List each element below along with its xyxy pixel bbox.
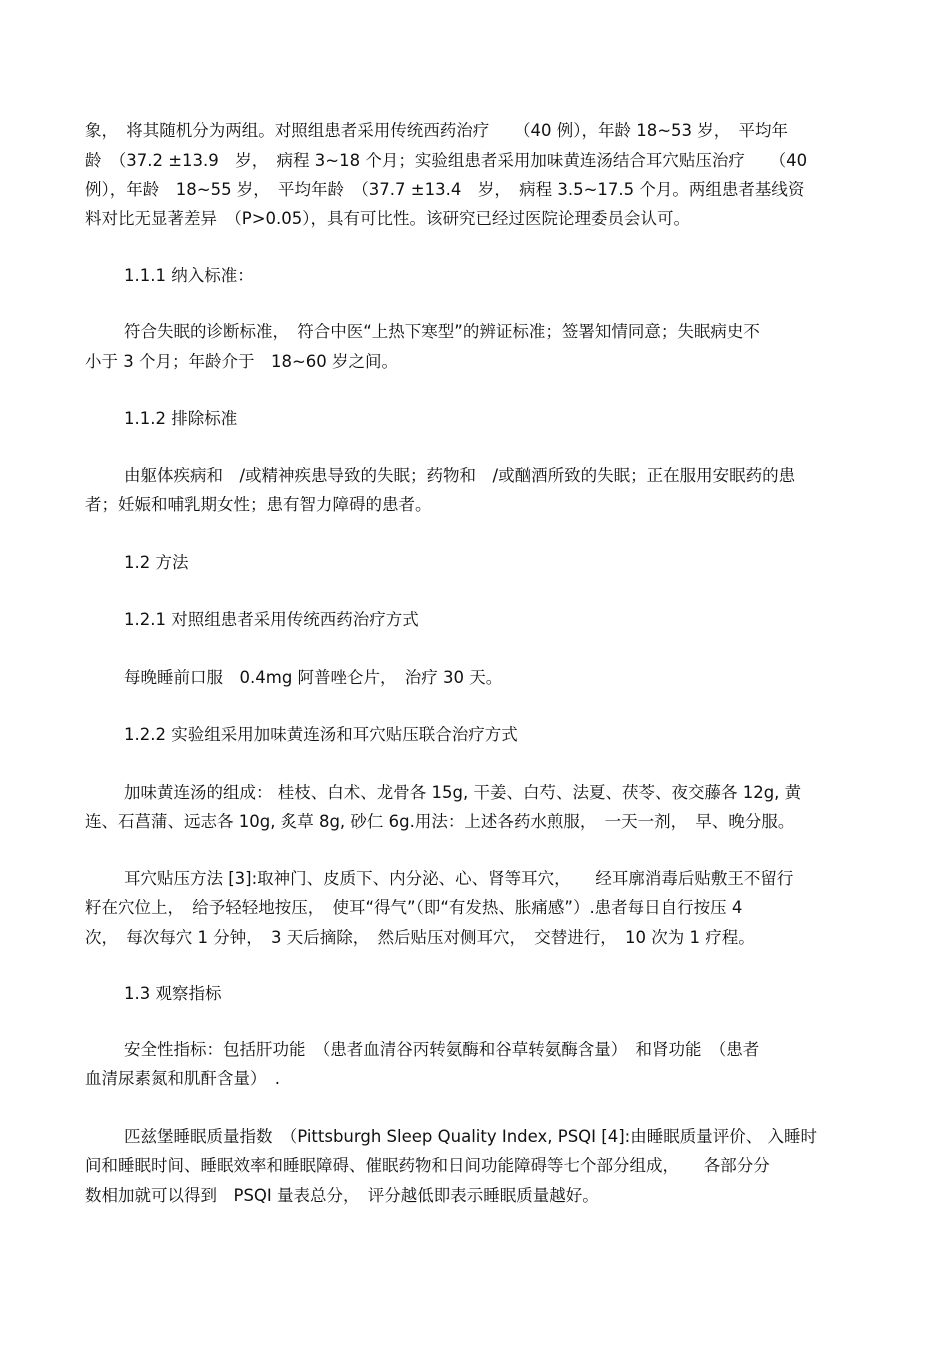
paragraph-line: 每晚睡前口服 0.4mg 阿普唑仑片， 治疗 30 天。 [124, 668, 503, 687]
paragraph-line: 者；妊娠和哺乳期女性；患有智力障碍的患者。 [85, 495, 432, 514]
section-heading: 1.2.1 对照组患者采用传统西药治疗方式 [124, 610, 419, 629]
paragraph-line: 籽在穴位上， 给予轻轻地按压， 使耳“得气”（即“有发热、胀痛感”）.患者每日自行按压 4 [85, 898, 743, 917]
paragraph-line: 血清尿素氮和肌酐含量） . [85, 1069, 280, 1088]
paragraph-line: 数相加就可以得到 PSQI 量表总分， 评分越低即表示睡眠质量越好。 [85, 1186, 599, 1205]
section-heading: 1.3 观察指标 [124, 984, 222, 1003]
section-heading: 1.2.2 实验组采用加味黄连汤和耳穴贴压联合治疗方式 [124, 725, 518, 744]
section-heading: 1.1.2 排除标准 [124, 409, 238, 428]
paragraph-line: 连、石菖蒲、远志各 10g, 炙草 8g, 砂仁 6g.用法：上述各药水煎服， 一天一剂， 早、晚分服。 [85, 812, 795, 831]
paragraph-line: 匹兹堡睡眠质量指数 （Pittsburgh Sleep Quality Index, PSQI [4]:由睡眠质量评价、 入睡时 [124, 1127, 817, 1146]
paragraph-line: 料对比无显著差异 （P>0.05），具有可比性。该研究已经过医院论理委员会认可。 [85, 209, 691, 228]
paragraph-line: 由躯体疾病和 /或精神疾患导致的失眠；药物和 /或酗酒所致的失眠；正在服用安眠药的患 [124, 466, 796, 485]
paragraph-line: 象， 将其随机分为两组。对照组患者采用传统西药治疗 （40 例），年龄 18~53 岁， 平均年 [85, 121, 789, 140]
paragraph-line: 龄 （37.2 ±13.9 岁， 病程 3~18 个月；实验组患者采用加味黄连汤结合耳穴贴压治疗 （40 [85, 151, 808, 170]
paragraph-line: 耳穴贴压方法 [3]:取神门、皮质下、内分泌、心、肾等耳穴， 经耳廓消毒后贴敷王不留行 [124, 869, 794, 888]
paragraph-line: 间和睡眠时间、睡眠效率和睡眠障碍、催眠药物和日间功能障碍等七个部分组成， 各部分分 [85, 1156, 770, 1175]
paragraph-line: 例），年龄 18~55 岁， 平均年龄 （37.7 ±13.4 岁， 病程 3.5~17.5 个月。两组患者基线资 [85, 180, 805, 199]
paragraph-line: 次， 每次每穴 1 分钟， 3 天后摘除， 然后贴压对侧耳穴， 交替进行， 10 次为 1 疗程。 [85, 928, 755, 947]
paragraph-line: 小于 3 个月；年龄介于 18~60 岁之间。 [85, 352, 399, 371]
section-heading: 1.2 方法 [124, 553, 189, 572]
paragraph-line: 加味黄连汤的组成： 桂枝、白术、龙骨各 15g, 干姜、白芍、法夏、茯苓、夜交藤各 12g, 黄 [124, 783, 802, 802]
section-heading: 1.1.1 纳入标准： [124, 266, 254, 285]
paragraph-line: 符合失眠的诊断标准， 符合中医“上热下寒型”的辨证标准；签署知情同意；失眠病史不 [124, 322, 760, 341]
paragraph-line: 安全性指标：包括肝功能 （患者血清谷丙转氨酶和谷草转氨酶含量） 和肾功能 （患者 [124, 1040, 760, 1059]
